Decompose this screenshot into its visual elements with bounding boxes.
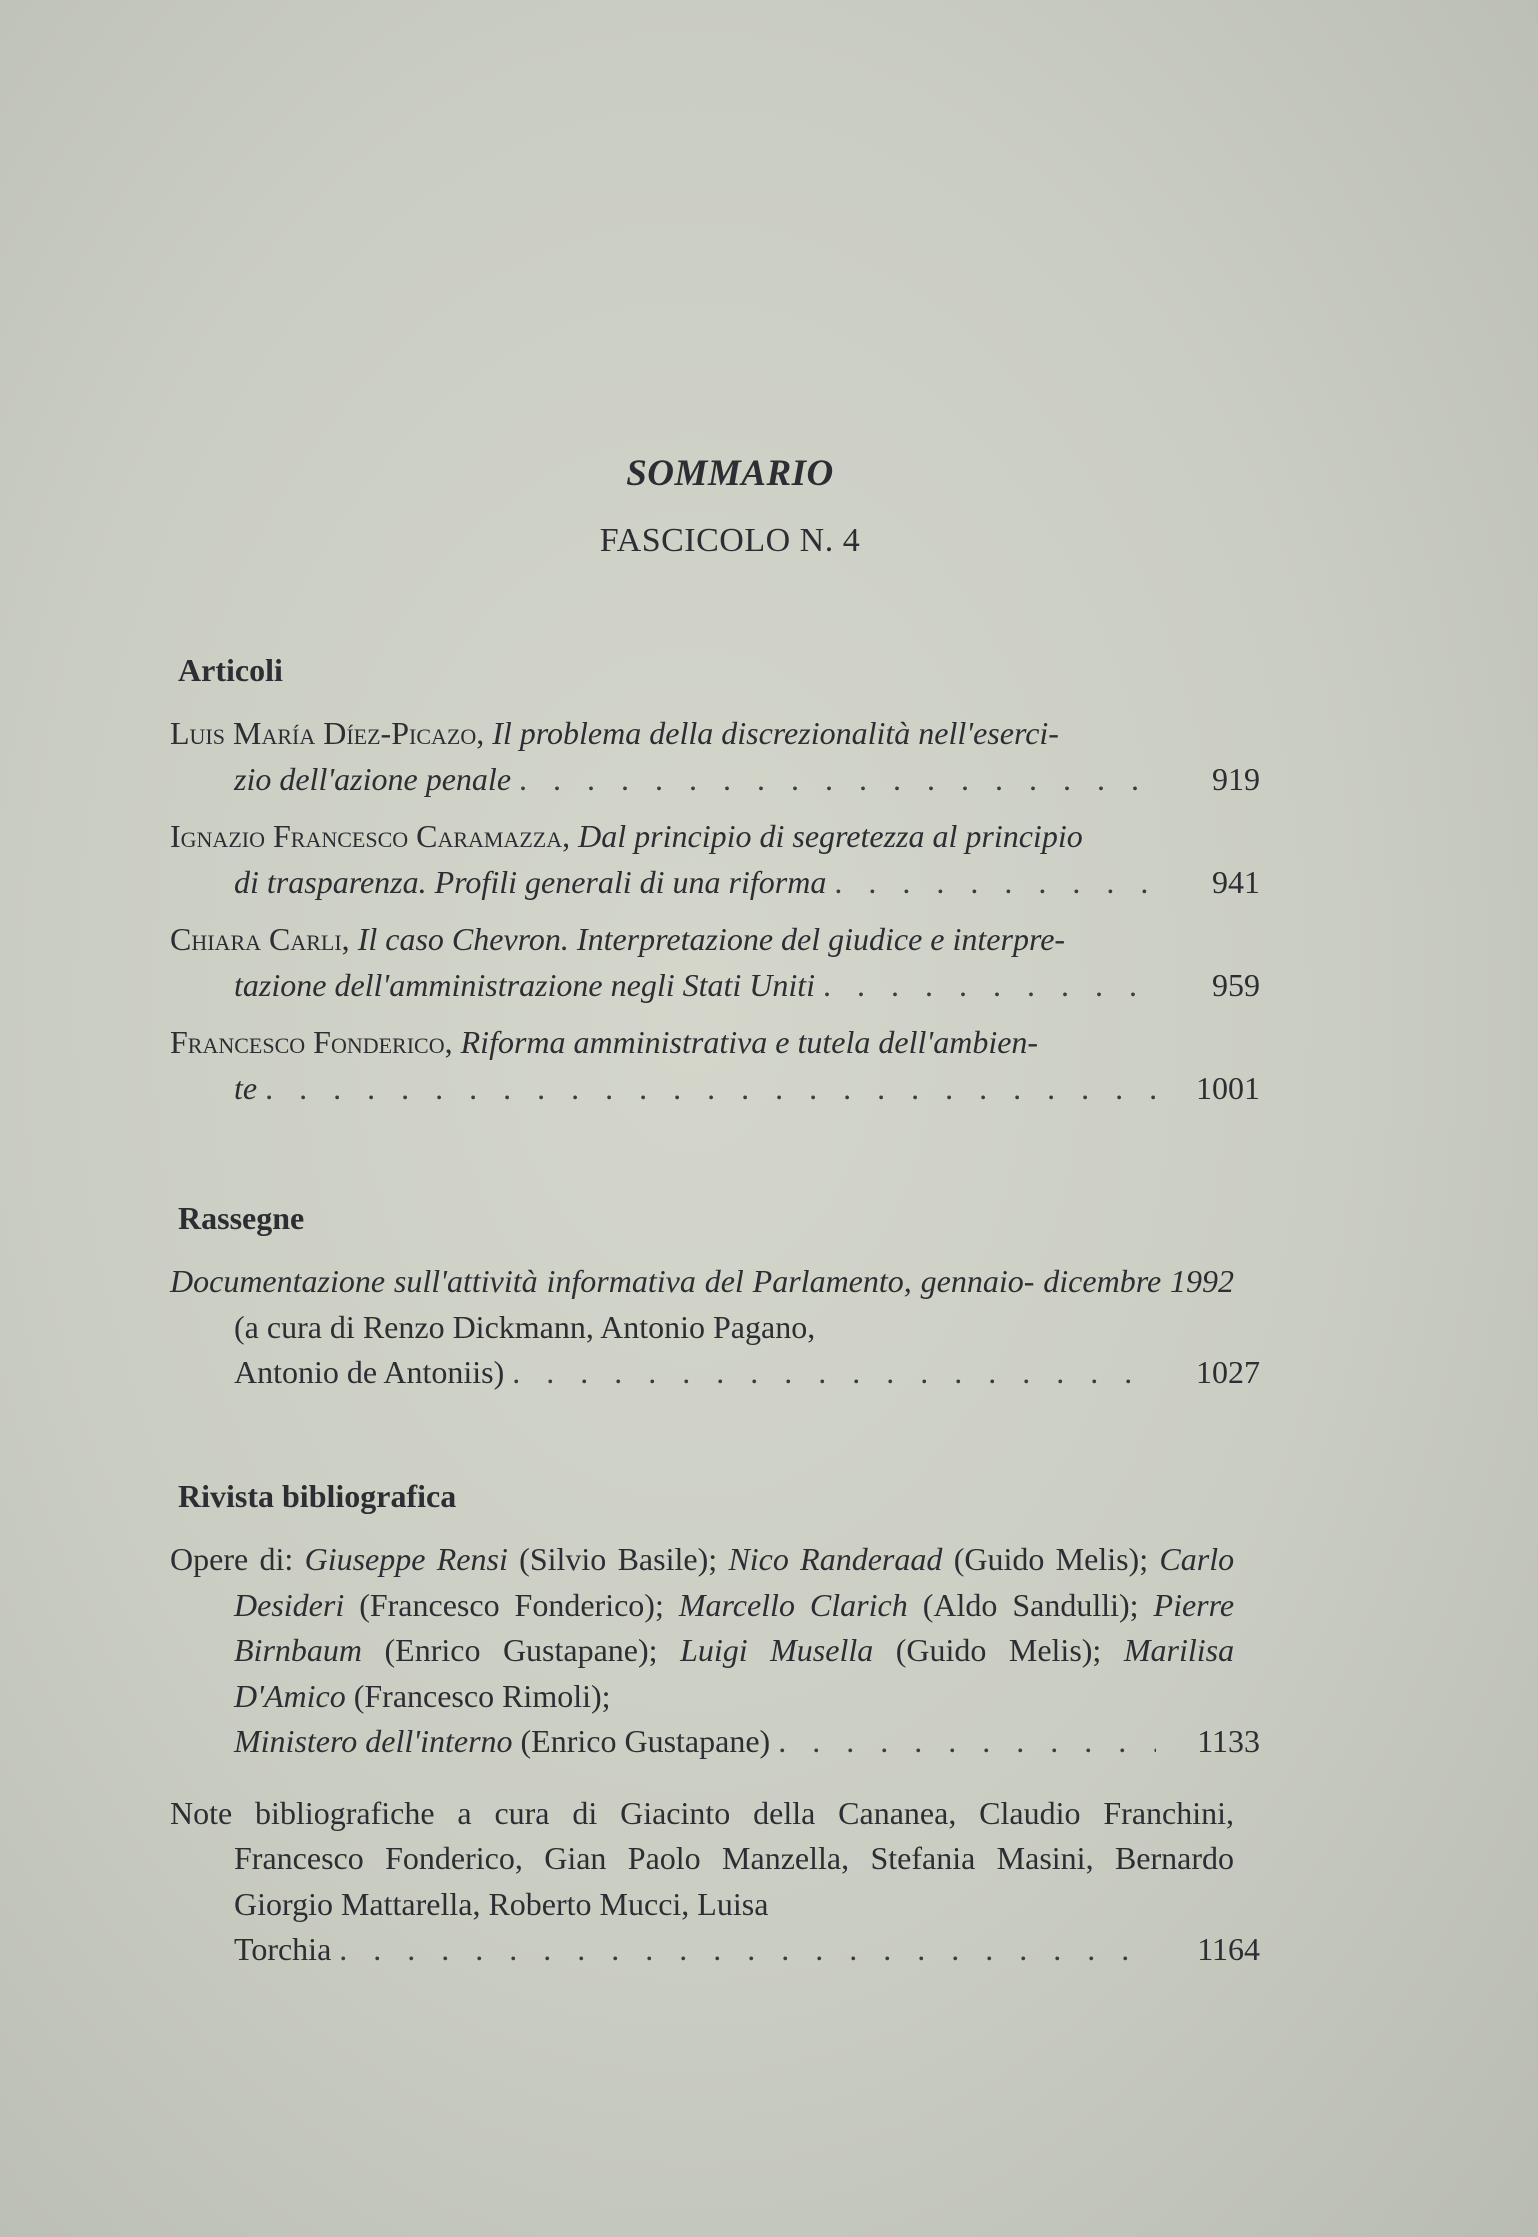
entry-title: Riforma amministrativa e tutela dell'ambien- [460,1024,1039,1060]
entry-page-number: 941 [1212,863,1260,900]
reviewer: (Guido Melis); [953,1541,1149,1577]
reviewed-work: Giuseppe Rensi [304,1541,508,1577]
toc-entry [170,917,1260,1008]
toc-entry [170,1020,1260,1111]
opere-intro: Opere di: [170,1541,294,1577]
reviewed-work: Pierre Birnbaum [234,1586,1235,1668]
reviewer: (Enrico Gustapane); [384,1632,658,1668]
reviewer: (Guido Melis); [895,1632,1102,1668]
toc-entry [170,711,1260,802]
reviewed-work: Luigi Musella [680,1632,874,1668]
reviewer: (Francesco Fonderico); [359,1586,664,1623]
toc-entry [170,1259,1260,1396]
toc-entry [170,814,1260,905]
entry-title: Documentazione sull'attività informativa del Parlamento, gennaio- [170,1263,1035,1299]
entry-author: Chiara Carli, [170,921,350,957]
entry-title-cont: dicembre 1992 [1043,1263,1235,1299]
entry-title-cont: tazione dell'amministrazione negli Stati Uniti [234,966,816,1003]
entry-page-number: 1001 [1196,1069,1260,1106]
entry-title: Il problema della discrezionalità nell'eserci- [492,715,1059,751]
reviewed-work: Ministero dell'interno [234,1723,513,1759]
entry-page-number: 919 [1212,760,1260,797]
reviewer: (Silvio Basile); [519,1541,718,1577]
reviewer: (Aldo Sandulli); [922,1586,1139,1623]
entry-editors: (a cura di Renzo Dickmann, Antonio Pagano, [234,1308,816,1345]
dot-leader [834,860,1156,906]
reviewer: (Enrico Gustapane) [520,1723,771,1759]
section-heading: Rivista bibliografica [178,1478,457,1514]
section-rivista-bibliografica [170,1478,1260,1985]
section-heading: Rassegne [178,1200,305,1236]
entry-title-cont: zio dell'azione penale [234,760,512,797]
toc-entry-opere [170,1537,1260,1765]
entry-author: Francesco Fonderico, [170,1024,453,1060]
section-articoli [170,652,1260,1123]
dot-leader [512,1350,1156,1396]
issue-subtitle: FASCICOLO N. 4 [599,522,861,559]
entry-title-cont: di trasparenza. Profili generali di una riforma [234,863,827,900]
entry-title: Il caso Chevron. Interpretazione del giudice e interpre- [357,921,1066,957]
dot-leader [778,1719,1156,1765]
dot-leader [519,757,1156,803]
entry-page-number: 959 [1212,966,1260,1003]
dot-leader [265,1066,1156,1112]
entry-author: Luis María Díez-Picazo, [170,715,485,751]
section-heading: Articoli [178,652,283,688]
note-text: Note bibliografiche a cura di Giacinto della Cananea, Claudio Franchini, Francesco Fonderico, Gian Paolo Manzella, Stefania Masini, Bernardo Giorgio Mattarella, Roberto Mucci, Luisa [170,1794,1234,1922]
note-text-cont: Torchia [234,1931,332,1967]
dot-leader [339,1927,1156,1973]
reviewed-work: Marcello Clarich [678,1586,908,1623]
reviewed-work: Marilisa D'Amico [234,1632,1235,1714]
page-title: SOMMARIO [626,453,834,494]
entry-page-number: 1164 [1197,1931,1260,1967]
reviewer: (Francesco Rimoli); [353,1677,611,1714]
section-rassegne [170,1200,1260,1408]
entry-editors-cont: Antonio de Antoniis) [234,1354,505,1390]
dot-leader [823,963,1156,1009]
entry-title-cont: te [234,1069,258,1106]
entry-title: Dal principio di segretezza al principio [578,818,1083,854]
reviewed-work: Nico Randeraad [728,1541,943,1577]
reviewed-work: Carlo Desideri [234,1541,1235,1623]
entry-author: Ignazio Francesco Caramazza, [170,818,571,854]
entry-page-number: 1027 [1196,1354,1260,1390]
toc-entry-note [170,1791,1260,1973]
entry-page-number: 1133 [1197,1723,1260,1759]
